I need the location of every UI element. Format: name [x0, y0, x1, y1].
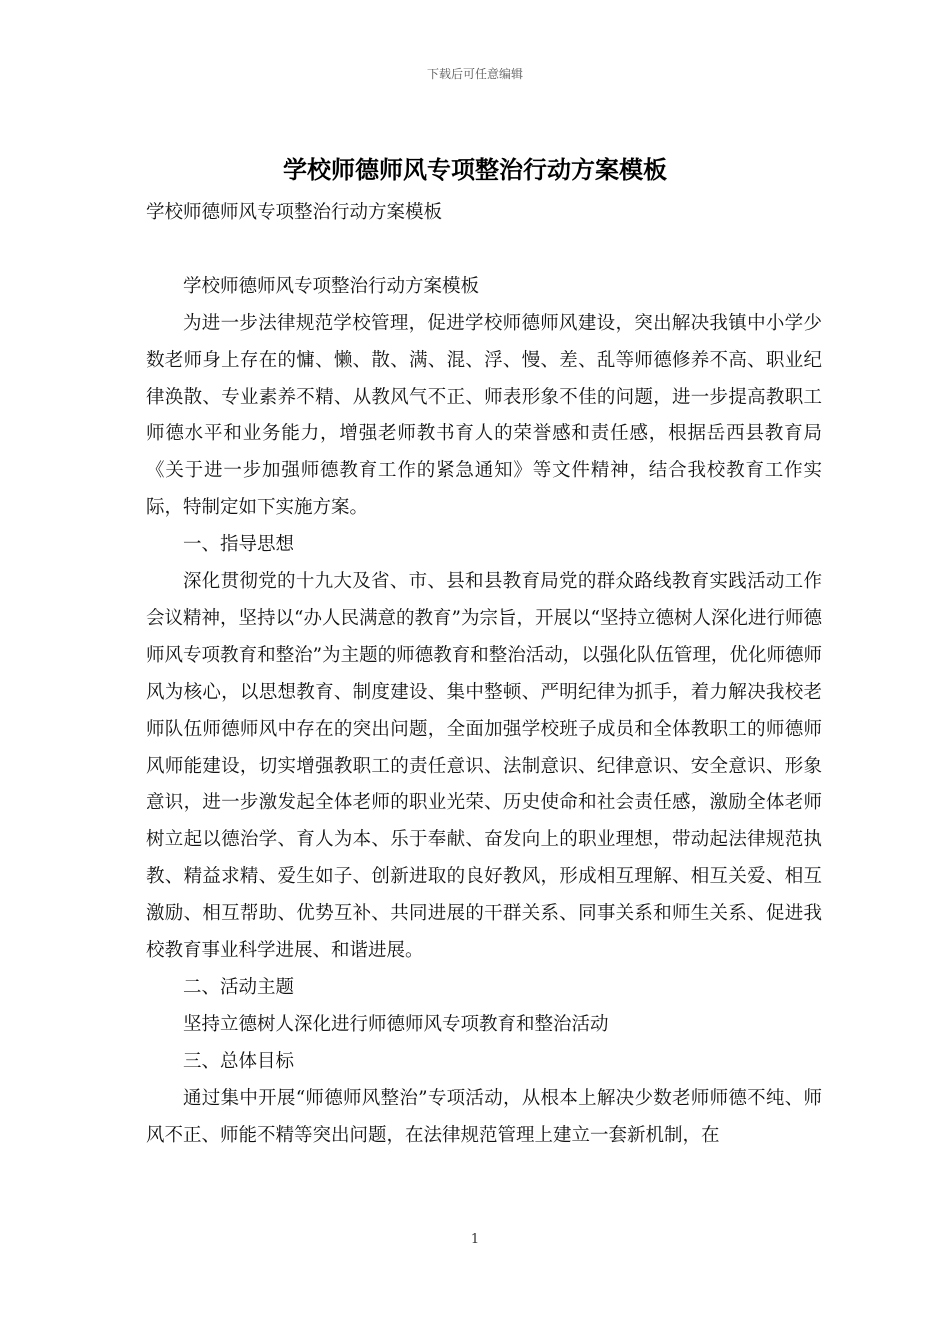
document-subtitle: 学校师德师风专项整治行动方案模板	[146, 202, 443, 223]
repeat-title-paragraph: 学校师德师风专项整治行动方案模板	[183, 275, 480, 297]
header-note: 下载后可任意编辑	[426, 67, 523, 81]
document-body	[146, 195, 822, 1155]
overall-goal-paragraph: 通过集中开展“师德师风整治”专项活动，从根本上解决少数老师师德不纯、师风不正、师能不精等突出问题，在法律规范管理上建立一套新机制，在	[146, 1087, 822, 1146]
document-title: 学校师德师风专项整治行动方案模板	[283, 155, 667, 184]
page-number: 1	[470, 1232, 480, 1247]
guiding-ideology-paragraph: 深化贯彻党的十九大及省、市、县和县教育局党的群众路线教育实践活动工作会议精神，坚持以“办人民满意的教育”为宗旨，开展以“坚持立德树人深化进行师德师风专项教育和整治”为主题的师德教育和整治活动，以强化队伍管理，优化师德师风为核心，以思想教育、制度建设、集中整顿、严明纪律为抓手，着力解决我校老师队伍师德师风中存在的突出问题，全面加强学校班子成员和全体教职工的师德师风师能建设，切实增强教职工的责任意识、法制意识、纪律意识、安全意识、形象意识，进一步激发起全体老师的职业光荣、历史使命和社会责任感，激励全体老师树立起以德治学、育人为本、乐于奉献、奋发向上的职业理想，带动起法律规范执教、精益求精、爱生如子、创新进取的良好教风，形成相互理解、相互关爱、相互激励、相互帮助、优势互补、共同进展的干群关系、同事关系和师生关系、促进我校教育事业科学进展、和谐进展。	[146, 571, 822, 962]
intro-paragraph: 为进一步法律规范学校管理，促进学校师德师风建设，突出解决我镇中小学少数老师身上存在的慵、懒、散、满、混、浮、慢、差、乱等师德修养不高、职业纪律涣散、专业素养不精、从教风气不正、师表形象不佳的问题，进一步提高教职工师德水平和业务能力，增强老师教书育人的荣誉感和责任感，根据岳西县教育局《关于进一步加强师德教育工作的紧急通知》等文件精神，结合我校教育工作实际，特制定如下实施方案。	[146, 312, 822, 519]
blank-line	[146, 232, 822, 269]
section-heading-activity-theme: 二、活动主题	[183, 977, 295, 999]
section-heading-overall-goal: 三、总体目标	[183, 1050, 295, 1072]
activity-theme-paragraph: 坚持立德树人深化进行师德师风专项教育和整治活动	[183, 1013, 609, 1035]
section-heading-guiding-ideology: 一、指导思想	[183, 534, 295, 556]
